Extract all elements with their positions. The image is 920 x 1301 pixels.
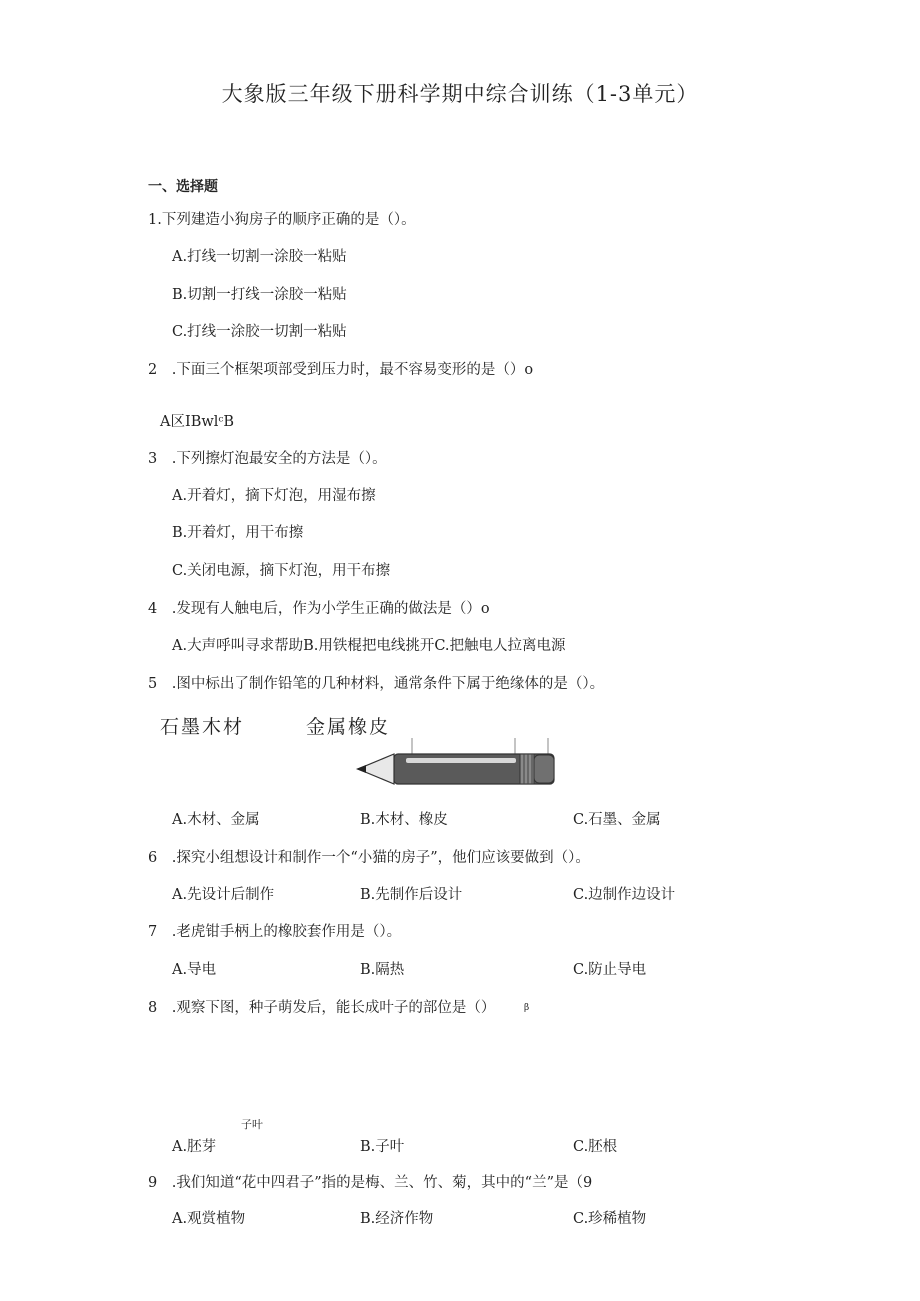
q1-option-a: A.打线一切割一涂胶一粘贴 bbox=[172, 249, 347, 265]
pencil-figure bbox=[350, 738, 562, 790]
q7-option-a: A.导电 bbox=[172, 962, 217, 978]
pencil-label-right: 金属橡皮 bbox=[306, 716, 391, 738]
question-6: 6 .探究小组想设计和制作一个“小猫的房子”，他们应该要做到（）。 bbox=[148, 850, 590, 866]
q8-option-c: C.胚根 bbox=[573, 1139, 618, 1155]
q5-option-a: A.木材、金属 bbox=[172, 812, 260, 828]
q1-option-b: B.切割一打线一涂胶一粘贴 bbox=[172, 287, 347, 303]
question-9: 9 .我们知道“花中四君子”指的是梅、兰、竹、菊，其中的“兰”是（9 bbox=[148, 1175, 593, 1191]
question-3: 3 .下列擦灯泡最安全的方法是（）。 bbox=[148, 451, 387, 467]
q5-option-b: B.木材、橡皮 bbox=[360, 812, 448, 828]
pencil-material-labels bbox=[160, 712, 390, 739]
q6-option-b: B.先制作后设计 bbox=[360, 887, 463, 903]
q7-option-b: B.隔热 bbox=[360, 962, 405, 978]
q3-option-c: C.关闭电源，摘下灯泡，用干布擦 bbox=[172, 563, 391, 579]
question-4: 4 .发现有人触电后，作为小学生正确的做法是（）o bbox=[148, 601, 490, 617]
q8-option-b: B.子叶 bbox=[360, 1139, 405, 1155]
question-7: 7 .老虎钳手柄上的橡胶套作用是（）。 bbox=[148, 924, 402, 940]
pencil-label-left: 石墨木材 bbox=[160, 716, 245, 738]
question-8: 8 .观察下图，种子萌发后，能长成叶子的部位是（） bbox=[148, 1000, 496, 1016]
q8-stray-mark: β bbox=[524, 1003, 530, 1013]
q1-option-c: C.打线一涂胶一切割一粘贴 bbox=[172, 324, 347, 340]
q3-option-b: B.开着灯，用干布擦 bbox=[172, 525, 304, 541]
question-1: 1.下列建造小狗房子的顺序正确的是（）。 bbox=[148, 212, 416, 228]
q7-option-c: C.防止导电 bbox=[573, 962, 647, 978]
q9-option-c: C.珍稀植物 bbox=[573, 1211, 647, 1227]
q6-option-a: A.先设计后制作 bbox=[172, 887, 275, 903]
q9-option-b: B.经济作物 bbox=[360, 1211, 434, 1227]
q6-option-c: C.边制作边设计 bbox=[573, 887, 676, 903]
q3-option-a: A.开着灯，摘下灯泡，用湿布擦 bbox=[172, 488, 376, 504]
q8-option-a: A.胚芽 bbox=[172, 1139, 217, 1155]
q2-options: A区IBwlᶜB bbox=[160, 414, 235, 430]
seed-figure-label: 子叶 bbox=[241, 1118, 263, 1131]
q9-option-a: A.观赏植物 bbox=[172, 1211, 246, 1227]
section-heading: 一、选择题 bbox=[148, 179, 218, 195]
q4-options: A.大声呼叫寻求帮助B.用铁棍把电线挑开C.把触电人拉离电源 bbox=[172, 638, 566, 654]
question-5: 5 .图中标出了制作铅笔的几种材料，通常条件下属于绝缘体的是（）。 bbox=[148, 676, 605, 692]
q5-option-c: C.石墨、金属 bbox=[573, 812, 661, 828]
page-title: 大象版三年级下册科学期中综合训练（1-3单元） bbox=[221, 82, 699, 106]
question-2: 2 .下面三个框架项部受到压力时，最不容易变形的是（）o bbox=[148, 362, 534, 378]
